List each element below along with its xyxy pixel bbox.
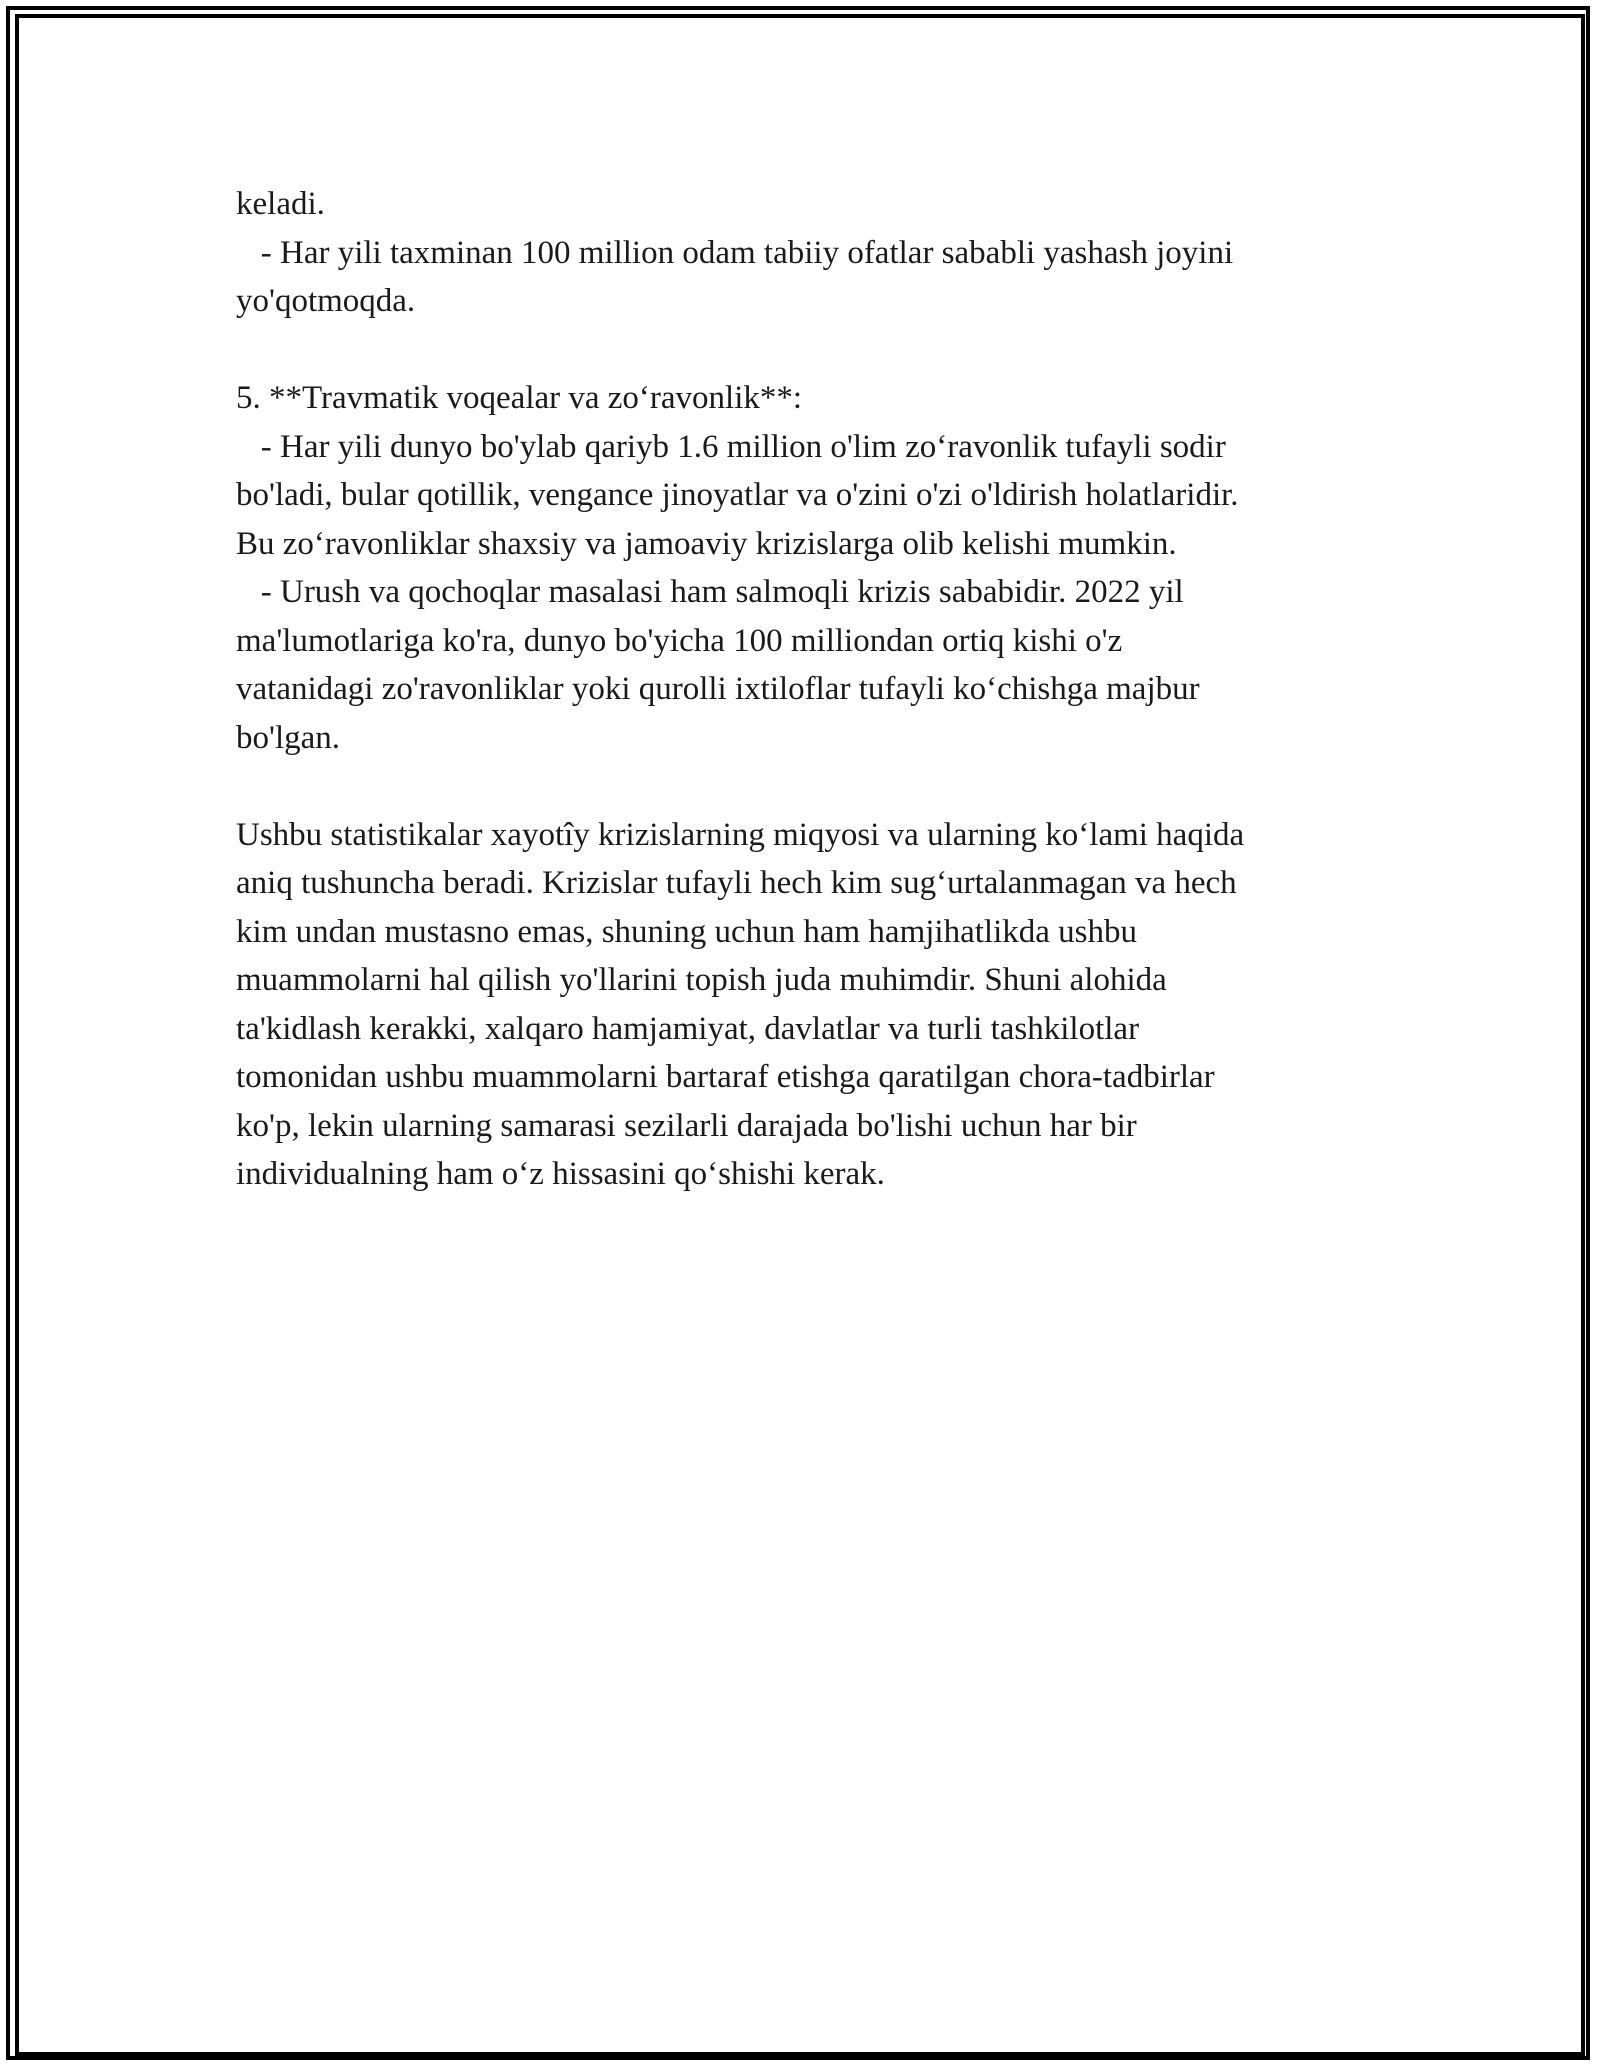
text-line: muammolarni hal qilish yo'llarini topish juda muhimdir. Shuni alohida — [236, 962, 1167, 998]
text-line: Ushbu statistikalar xayotîy krizislarning miqyosi va ularning ko‘lami haqida — [236, 816, 1245, 853]
conclusion-paragraph — [236, 811, 1366, 1199]
text-line: vatanidagi zo'ravonliklar yoki qurolli ixtiloflar tufayli ko‘chishga majbur — [236, 671, 1200, 707]
text-line: - Urush va qochoqlar masalasi ham salmoqli krizis sababidir. 2022 yil — [236, 574, 1184, 610]
paragraph-gap — [236, 762, 1366, 811]
intro-paragraph — [236, 180, 1366, 326]
text-line: yo'qotmoqda. — [236, 283, 416, 319]
paragraph-gap — [236, 326, 1366, 375]
text-line: Bu zo‘ravonliklar shaxsiy va jamoaviy krizislarga olib kelishi mumkin. — [236, 525, 1177, 562]
text-line: bo'lgan. — [236, 719, 341, 756]
text-line: individualning ham o‘z hissasini qo‘shishi kerak. — [236, 1156, 885, 1192]
text-line: kim undan mustasno emas, shuning uchun ham hamjihatlikda ushbu — [236, 913, 1137, 950]
text-line: bo'ladi, bular qotillik, vengance jinoyatlar va o'zini o'zi o'ldirish holatlaridir. — [236, 477, 1239, 513]
section-heading: 5. **Travmatik voqealar va zo‘ravonlik**: — [236, 380, 803, 416]
text-line: tomonidan ushbu muammolarni bartaraf etishga qaratilgan chora-tadbirlar — [236, 1059, 1215, 1095]
text-line: ta'kidlash kerakki, xalqaro hamjamiyat, davlatlar va turli tashkilotlar — [236, 1010, 1140, 1047]
document-body — [236, 180, 1366, 1199]
section-5 — [236, 374, 1366, 762]
text-line: ma'lumotlariga ko'ra, dunyo bo'yicha 100 milliondan ortiq kishi o'z — [236, 622, 1123, 659]
text-line: - Har yili taxminan 100 million odam tabiiy ofatlar sababli yashash joyini — [236, 234, 1234, 271]
text-line: ko'p, lekin ularning samarasi sezilarli darajada bo'lishi uchun har bir — [236, 1107, 1137, 1144]
text-line: keladi. — [236, 186, 325, 222]
text-line: aniq tushuncha beradi. Krizislar tufayli hech kim sug‘urtalanmagan va hech — [236, 865, 1237, 901]
text-line: - Har yili dunyo bo'ylab qariyb 1.6 million o'lim zo‘ravonlik tufayli sodir — [236, 428, 1226, 465]
